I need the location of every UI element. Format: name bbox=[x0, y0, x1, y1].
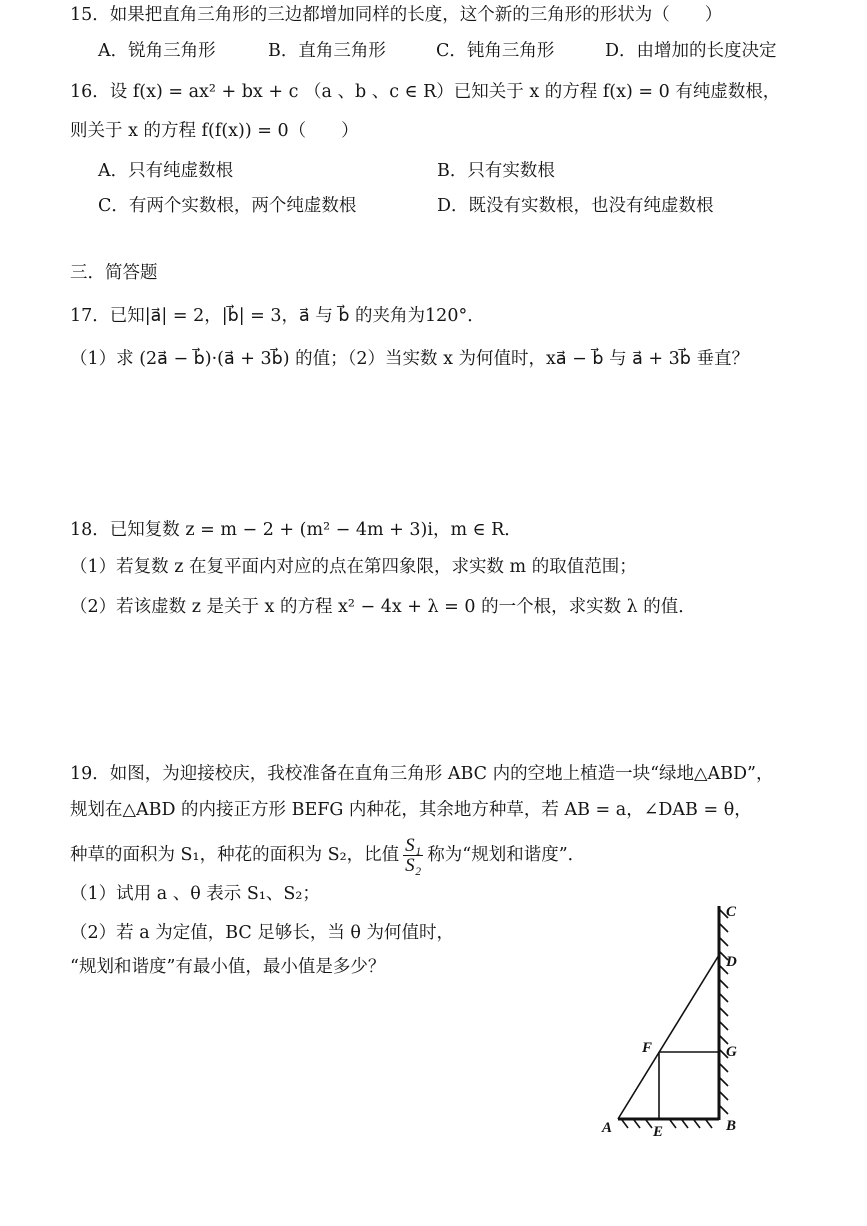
q15-option-b: B．直角三角形 bbox=[268, 41, 386, 61]
q15-option-d: D．由增加的长度决定 bbox=[605, 41, 777, 61]
q19-line1: 19．如图，为迎接校庆，我校准备在直角三角形 ABC 内的空地上植造一块“绿地△ABD”， bbox=[70, 764, 774, 784]
harmony-ratio bbox=[403, 836, 423, 875]
ratio-denominator: S₂ bbox=[405, 855, 422, 876]
label-d: D bbox=[726, 954, 737, 970]
wall-hatching bbox=[720, 910, 728, 1114]
q19-part2-line2: “规划和谐度”有最小值，最小值是多少？ bbox=[70, 957, 386, 977]
q15-stem: 15．如果把直角三角形的三边都增加同样的长度，这个新的三角形的形状为（ ） bbox=[70, 5, 723, 25]
q16-option-d: D．既没有实数根，也没有纯虚数根 bbox=[437, 196, 714, 216]
label-c: C bbox=[726, 904, 737, 920]
q16-option-a: A．只有纯虚数根 bbox=[98, 161, 234, 181]
q19-part1: （1）试用 a 、θ 表示 S₁、S₂； bbox=[70, 884, 320, 904]
q19-line2: 规划在△ABD 的内接正方形 BEFG 内种花，其余地方种草，若 AB = a，∠DAB = θ， bbox=[70, 800, 752, 820]
q17-stem: 17．已知|a⃗| = 2，|b⃗| = 3，a⃗ 与 b⃗ 的夹角为120°． bbox=[70, 306, 485, 326]
label-e: E bbox=[653, 1124, 664, 1140]
q19-line3 bbox=[70, 833, 585, 877]
q16-stem-line2: 则关于 x 的方程 f(f(x)) = 0（ ） bbox=[70, 121, 359, 141]
label-b: B bbox=[726, 1118, 737, 1134]
ratio-numerator: S₁ bbox=[405, 835, 422, 856]
side-ad bbox=[618, 955, 719, 1119]
q16-option-c: C．有两个实数根，两个纯虚数根 bbox=[98, 196, 357, 216]
label-a: A bbox=[602, 1120, 613, 1136]
triangle-figure bbox=[598, 898, 748, 1143]
q19-line3-post: 称为“规划和谐度”． bbox=[427, 845, 586, 865]
ground-hatching bbox=[622, 1120, 712, 1128]
q16-option-b: B．只有实数根 bbox=[437, 161, 555, 181]
q18-stem: 18．已知复数 z = m − 2 + (m² − 4m + 3)i，m ∈ R． bbox=[70, 520, 522, 540]
q19-line3-pre: 种草的面积为 S₁，种花的面积为 S₂，比值 bbox=[70, 845, 400, 865]
label-g: G bbox=[726, 1044, 737, 1060]
section-heading: 三．简答题 bbox=[70, 263, 158, 283]
q19-part2-line1: （2）若 a 为定值，BC 足够长，当 θ 为何值时， bbox=[70, 923, 454, 943]
q18-part2: （2）若该虚数 z 是关于 x 的方程 x² − 4x + λ = 0 的一个根，求实数 λ 的值． bbox=[70, 597, 696, 617]
q16-stem-line1: 16．设 f(x) = ax² + bx + c （a 、b 、c ∈ R）已知关于 x 的方程 f(x) = 0 有纯虚数根， bbox=[70, 82, 781, 102]
q15-option-c: C．钝角三角形 bbox=[436, 41, 555, 61]
q17-parts: （1）求 (2a⃗ − b⃗)·(a⃗ + 3b⃗) 的值；（2）当实数 x 为何值时，xa⃗ − b⃗ 与 a⃗ + 3b⃗ 垂直？ bbox=[70, 349, 749, 369]
q15-option-a: A．锐角三角形 bbox=[98, 41, 216, 61]
label-f: F bbox=[642, 1040, 653, 1056]
q18-part1: （1）若复数 z 在复平面内对应的点在第四象限，求实数 m 的取值范围； bbox=[70, 557, 637, 577]
